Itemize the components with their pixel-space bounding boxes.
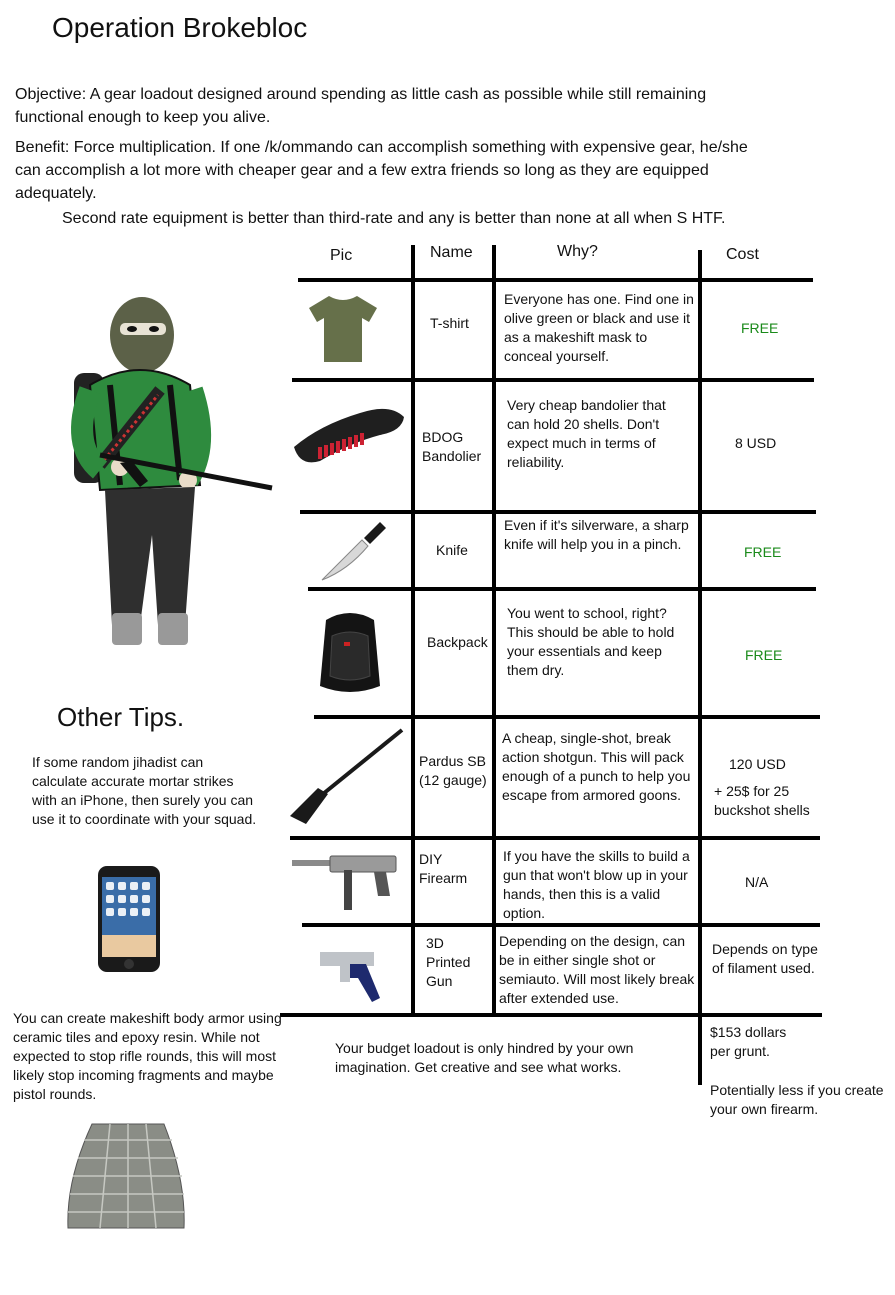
header-name: Name bbox=[430, 244, 473, 261]
header-why: Why? bbox=[557, 243, 598, 260]
tips-heading: Other Tips. bbox=[57, 702, 185, 732]
footer-note: Your budget loadout is only hindred by your own imagination. Get creative and see what works. bbox=[335, 1040, 634, 1075]
motto-text: Second rate equipment is better than third-rate and any is better than none at all when S HTF. bbox=[62, 210, 726, 227]
knife-icon bbox=[318, 518, 388, 584]
row-6-why: If you have the skills to build a gun that won't blow up in your hands, then this is a valid option. bbox=[503, 848, 690, 921]
smartphone-icon bbox=[97, 865, 161, 973]
row-7-name: 3D Printed Gun bbox=[426, 935, 471, 989]
printed-gun-icon bbox=[318, 948, 384, 1004]
smg-icon bbox=[290, 852, 410, 914]
row-3-cost: FREE bbox=[744, 544, 782, 560]
tip-phone-text: If some random jihadist can calculate accurate mortar strikes with an iPhone, then surely you can use it to coordinate with your squad. bbox=[32, 754, 257, 827]
row-2-cost: 8 USD bbox=[735, 435, 777, 451]
row-7-why: Depending on the design, can be in either single shot or semiauto. Will most likely break after extended use. bbox=[499, 933, 695, 1006]
header-cost: Cost bbox=[726, 246, 759, 263]
row-2-name: BDOG Bandolier bbox=[422, 429, 482, 464]
row-1-cost: FREE bbox=[741, 320, 779, 336]
row-1-name: T-shirt bbox=[430, 315, 469, 331]
row-5-why: A cheap, single-shot, break action shotgun. This will pack enough of a punch to help you escape from armored goons. bbox=[502, 730, 691, 803]
tshirt-icon bbox=[307, 292, 379, 364]
total-note: Potentially less if you create your own firearm. bbox=[710, 1082, 884, 1117]
row-6-cost: N/A bbox=[745, 874, 769, 890]
backpack-icon bbox=[316, 606, 384, 696]
total-cost: $153 dollars per grunt. bbox=[710, 1024, 787, 1059]
row-5-cost-extra: + 25$ for 25 buckshot shells bbox=[714, 783, 810, 818]
objective-text: Objective: A gear loadout designed around spending as little cash as possible while still remaining functional enough to keep you alive. bbox=[15, 86, 707, 126]
row-3-why: Even if it's silverware, a sharp knife will help you in a pinch. bbox=[504, 517, 689, 552]
row-3-name: Knife bbox=[436, 542, 468, 558]
benefit-text: Benefit: Force multiplication. If one /k/ommando can accomplish something with expensive gear, he/she can accomplish a lot more with cheaper gear and a few extra friends so long as they are equipped adequately. bbox=[15, 139, 748, 202]
row-6-name: DIY Firearm bbox=[419, 851, 468, 886]
tip-armor-text: You can create makeshift body armor using ceramic tiles and epoxy resin. While not expected to stop rifle rounds, this will most likely stop incoming fragments and maybe pistol rounds. bbox=[13, 1010, 282, 1102]
page-title: Operation Brokebloc bbox=[52, 12, 308, 43]
ceramic-armor-icon bbox=[64, 1120, 188, 1232]
row-7-cost: Depends on type of filament used. bbox=[712, 941, 818, 976]
row-5-cost: 120 USD bbox=[729, 756, 786, 772]
row-4-cost: FREE bbox=[745, 647, 783, 663]
shotgun-icon bbox=[288, 726, 406, 830]
row-4-why: You went to school, right? This should be able to hold your essentials and keep them dry. bbox=[507, 605, 675, 678]
bandolier-icon bbox=[290, 395, 408, 475]
soldier-figure bbox=[60, 295, 280, 655]
row-5-name: Pardus SB (12 gauge) bbox=[419, 753, 487, 788]
row-1-why: Everyone has one. Find one in olive green or black and use it as a makeshift mask to conceal yourself. bbox=[504, 291, 694, 364]
row-2-why: Very cheap bandolier that can hold 20 shells. Don't expect much in terms of reliability. bbox=[507, 397, 666, 470]
row-4-name: Backpack bbox=[427, 634, 488, 650]
header-pic: Pic bbox=[330, 247, 353, 264]
